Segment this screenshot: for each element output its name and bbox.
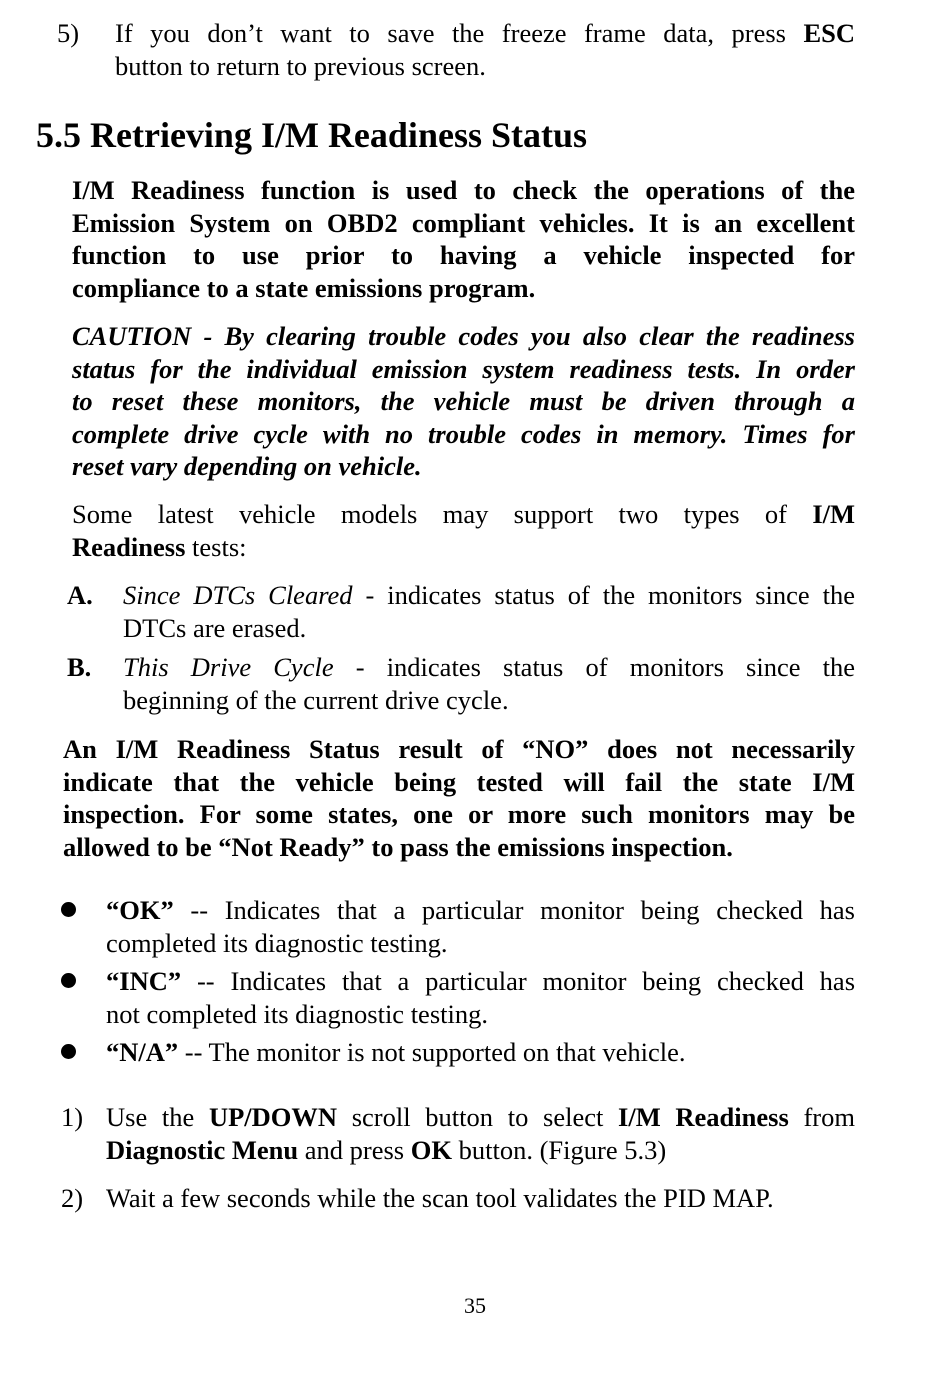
notice-paragraph: An I/M Readiness Status result of “NO” does not necessarily indicate that the vehicle being tested will fail the state I/M inspection. For some states, one or more such monitors may be allowed to be “Not Ready” to pass the emissions inspection.: [63, 734, 855, 862]
status-code: “N/A”: [106, 1037, 179, 1067]
list-item-type-b: B. This Drive Cycle - indicates status of monitors since the beginning of the current drive cycle.: [67, 652, 856, 715]
status-inc-item: “INC” -- Indicates that a particular monitor being checked has not completed its diagnostic testing.: [106, 966, 856, 1029]
section-heading: [36, 114, 587, 156]
step-5-line-1: If you don’t want to save the freeze frame data, press ESC: [115, 18, 855, 48]
status-ok-item: “OK” -- Indicates that a particular monitor being checked has completed its diagnostic testing.: [106, 895, 855, 958]
list-marker: B.: [67, 652, 92, 682]
list-marker: A.: [67, 580, 93, 610]
im-readiness-label: I/M Readiness: [618, 1102, 789, 1132]
bullet-icon: [61, 1044, 76, 1059]
section-title: 5.5 Retrieving I/M Readiness Status: [36, 115, 587, 155]
support-paragraph: Some latest vehicle models may support two types of I/M Readiness tests:: [72, 499, 856, 562]
esc-key-label: ESC: [803, 18, 855, 48]
step-1: 1) Use the UP/DOWN scroll button to select I/M Readiness from Diagnostic Menu and press OK button. (Figure 5.3): [61, 1102, 855, 1165]
intro-paragraph: I/M Readiness function is used to check the operations of the Emission System on OBD2 compliant vehicles. It is an excellent function to use prior to having a vehicle inspected for compliance to a state emissions program.: [72, 175, 855, 303]
bullet-icon: [61, 973, 76, 988]
status-code: “OK”: [106, 895, 174, 925]
step-number: 2): [61, 1183, 84, 1213]
caution-paragraph: CAUTION - By clearing trouble codes you also clear the readiness status for the individual emission system readiness tests. In order to reset these monitors, the vehicle must be driven through a complete drive cycle with no trouble codes in memory. Times for reset vary depending on vehicle.: [72, 321, 855, 481]
page-number: 35: [464, 1293, 486, 1318]
step-5-number: 5): [57, 18, 80, 48]
step-5: [57, 17, 855, 82]
step-number: 1): [61, 1102, 84, 1132]
step-5-line-2: button to return to previous screen.: [115, 50, 486, 81]
status-code: “INC”: [106, 966, 182, 996]
type-term: This Drive Cycle: [123, 652, 334, 682]
diagnostic-menu-label: Diagnostic Menu: [106, 1134, 299, 1165]
type-term: Since DTCs Cleared: [123, 580, 353, 610]
bullet-icon: [61, 902, 76, 917]
list-item-type-a: A. Since DTCs Cleared - indicates status of the monitors since the DTCs are erased.: [67, 580, 855, 643]
ok-key-label: OK: [410, 1134, 452, 1165]
step-2: 2) Wait a few seconds while the scan tool validates the PID MAP.: [61, 1183, 774, 1213]
status-na-item: “N/A” -- The monitor is not supported on that vehicle.: [106, 1037, 686, 1067]
up-down-key-label: UP/DOWN: [208, 1102, 338, 1132]
